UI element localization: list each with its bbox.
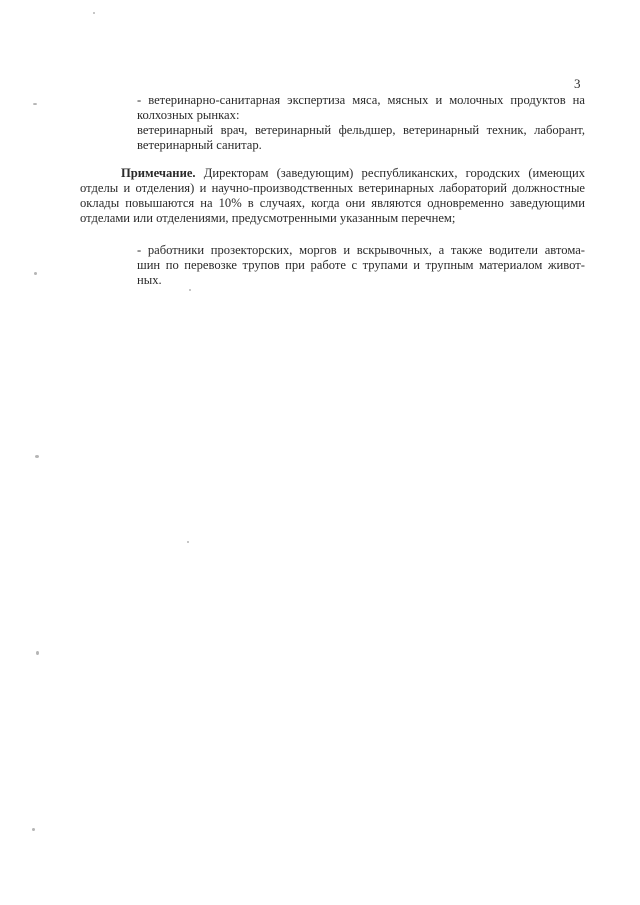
scan-speck (36, 651, 39, 655)
note-line4: отделами или отделениями, предусмотренными указанным перечнем; (80, 211, 456, 225)
item1-line4: ветеринарный санитар. (137, 138, 262, 152)
scan-speck (187, 541, 189, 543)
scan-speck (189, 289, 191, 291)
note-line1-text: Директорам (заведующим) республиканских, городских (имеющих (203, 166, 585, 180)
item1-line1: - ветеринарно-санитарная экспертиза мяса, мясных и молочных продуктов на (137, 93, 585, 107)
note-line3: оклады повышаются на 10% в случаях, когда они являются одновременно заведующими (80, 196, 585, 210)
item2-line2: шин по перевозке трупов при работе с трупами и трупным материалом живот- (137, 258, 585, 272)
scan-speck (32, 828, 35, 831)
note-line2: отделы и отделения) и научно-производственных ветеринарных лабораторий должностные (80, 181, 585, 195)
note-label: Примечание. (121, 166, 196, 180)
item1-line3: ветеринарный врач, ветеринарный фельдшер, ветеринарный техник, лаборант, (137, 123, 585, 137)
scan-speck (33, 103, 37, 105)
scan-speck (93, 12, 95, 14)
item1-line2: колхозных рынках: (137, 108, 240, 122)
item2-line1: - работники прозекторских, моргов и вскрывочных, а также водители автома- (137, 243, 585, 257)
page-number: 3 (574, 76, 581, 91)
item2-line3: ных. (137, 273, 162, 287)
scan-speck (34, 272, 37, 275)
scan-speck (35, 455, 39, 458)
note-line1 (121, 166, 585, 181)
